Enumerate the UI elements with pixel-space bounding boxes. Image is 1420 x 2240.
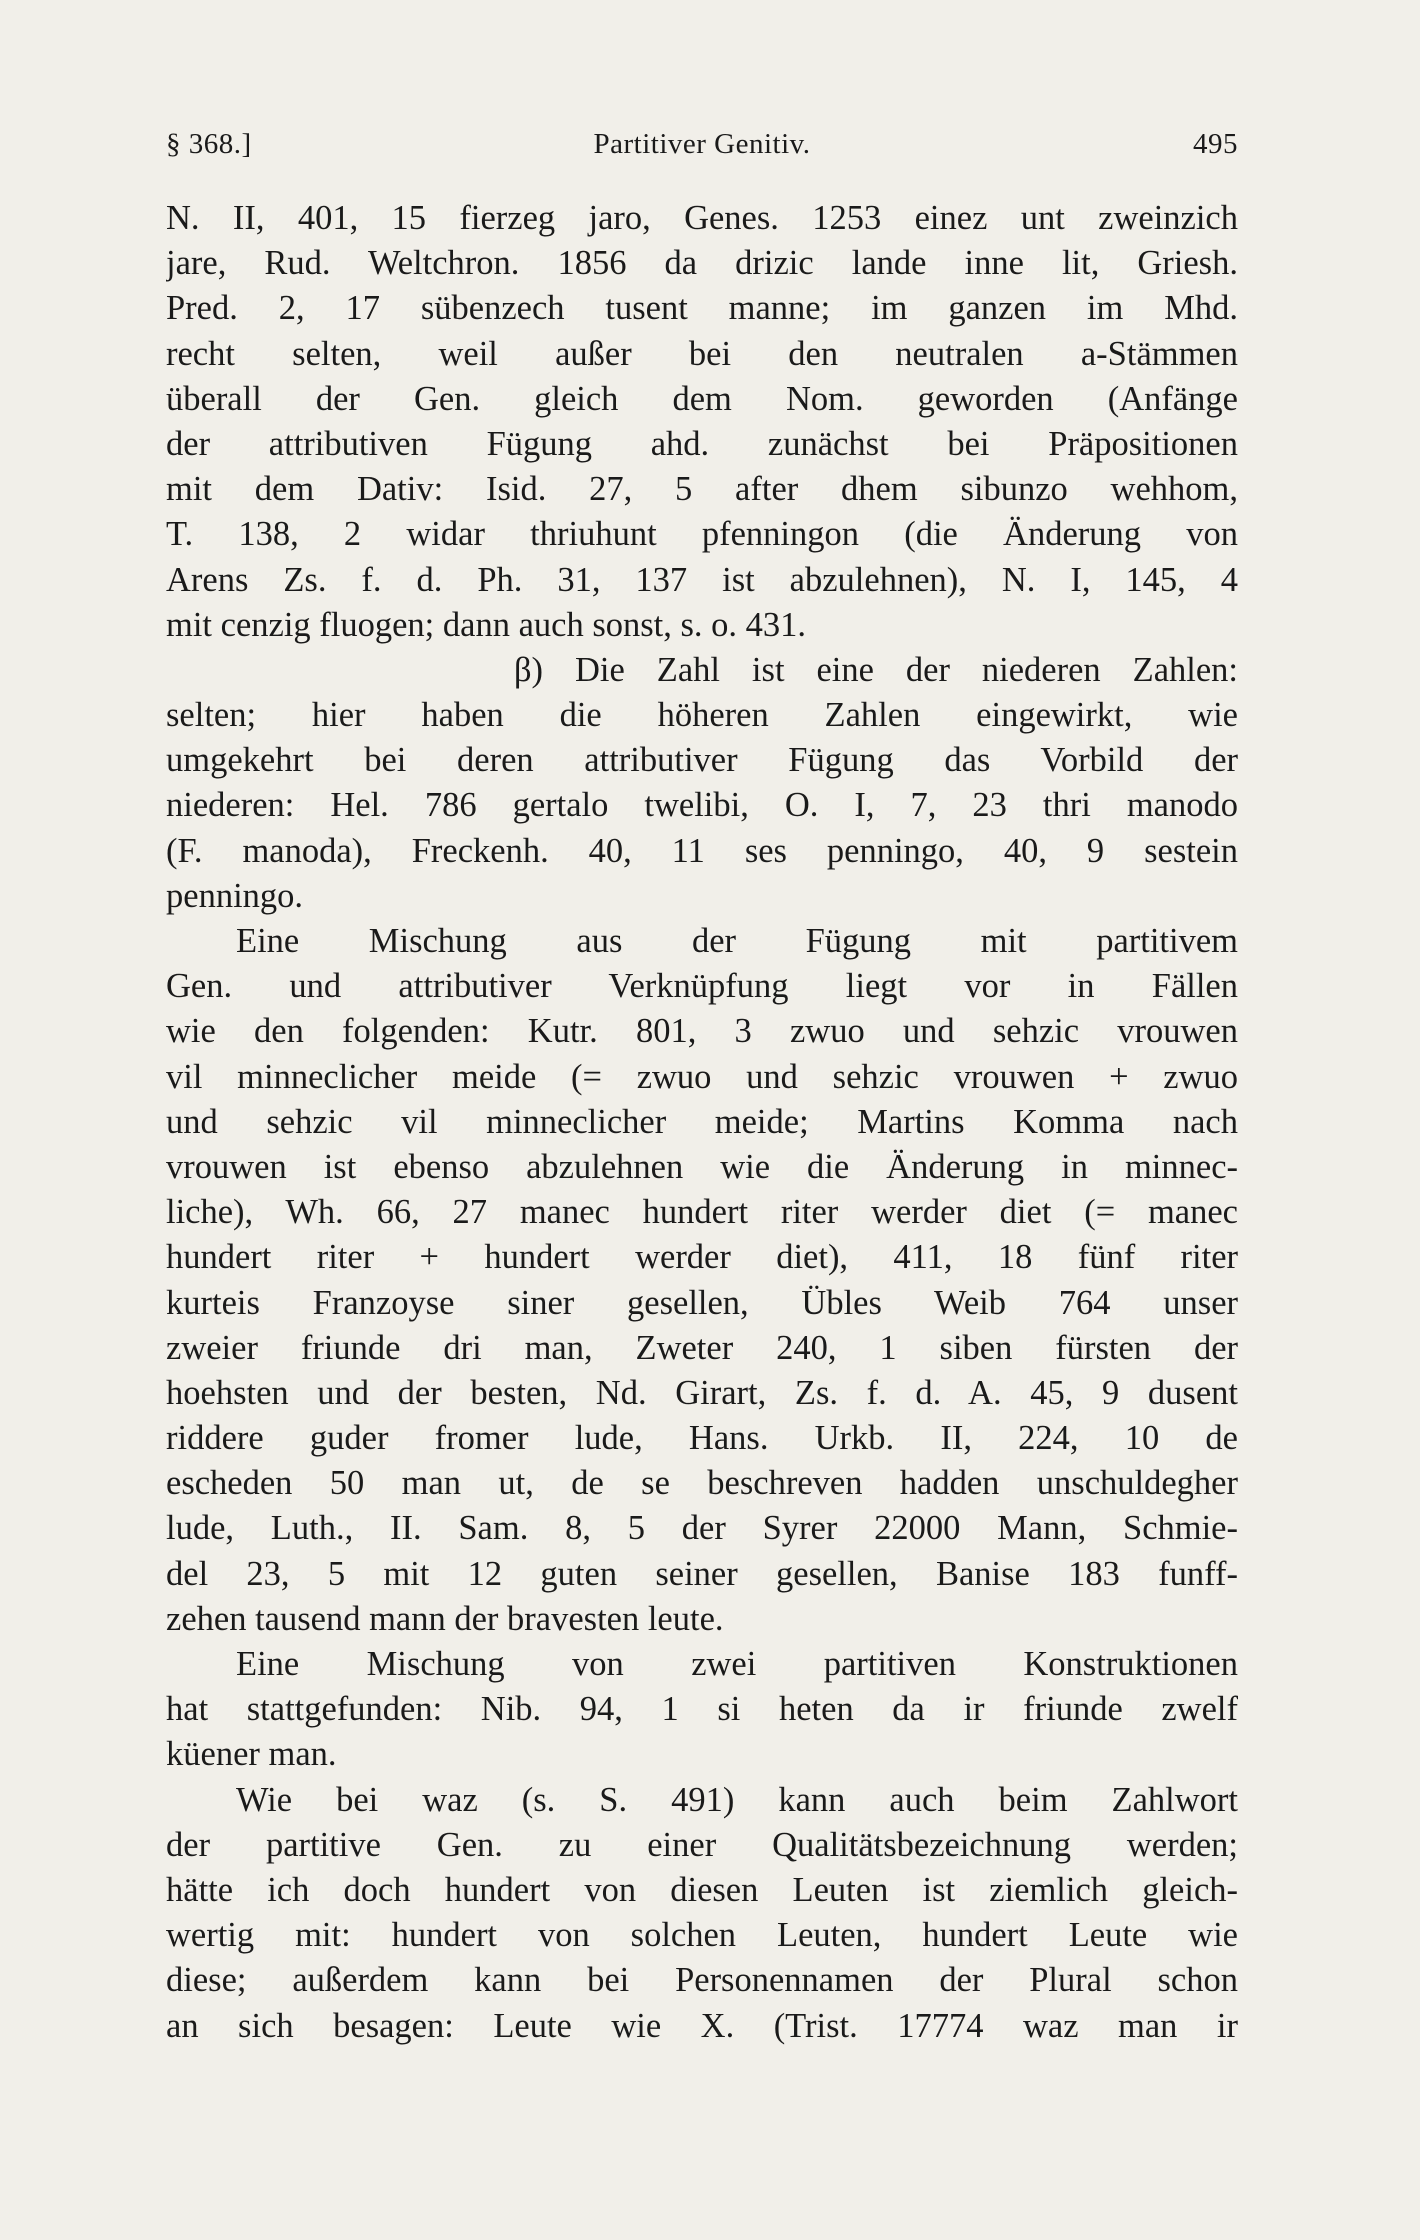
page-number: 495 xyxy=(1193,128,1238,160)
text-line: der partitive Gen. zu einer Qualitätsbezeichnung werden; xyxy=(166,1825,1238,1864)
text-line: Eine Mischung aus der Fügung mit partitivem xyxy=(236,922,1238,960)
body-text xyxy=(166,196,1238,2049)
text-line: riddere guder fromer lude, Hans. Urkb. II, 224, 10 de xyxy=(166,1419,1238,1458)
text-line: hundert riter + hundert werder diet), 411, 18 fünf riter xyxy=(166,1238,1238,1277)
text-line: wertig mit: hundert von solchen Leuten, hundert Leute wie xyxy=(166,1916,1238,1955)
text-line: Eine Mischung von zwei partitiven Konstruktionen xyxy=(236,1645,1238,1683)
text-line: β) Die Zahl ist eine der niederen Zahlen: xyxy=(514,650,1238,689)
text-line: überall der Gen. gleich dem Nom. geworden (Anfänge xyxy=(166,379,1238,418)
text-line: liche), Wh. 66, 27 manec hundert riter werder diet (= manec xyxy=(166,1193,1238,1232)
text-line: küener man. xyxy=(166,1735,337,1774)
text-line: zweier friunde dri man, Zweter 240, 1 siben fürsten der xyxy=(166,1328,1238,1367)
text-line: niederen: Hel. 786 gertalo twelibi, O. I, 7, 23 thri manodo xyxy=(166,786,1238,825)
text-line: escheden 50 man ut, de se beschreven hadden unschuldegher xyxy=(166,1464,1238,1503)
text-line: vrouwen ist ebenso abzulehnen wie die Änderung in minnec- xyxy=(166,1147,1238,1186)
text-line: jare, Rud. Weltchron. 1856 da drizic lande inne lit, Griesh. xyxy=(166,244,1238,283)
text-line: Arens Zs. f. d. Ph. 31, 137 ist abzulehnen), N. I, 145, 4 xyxy=(166,560,1238,599)
text-line: Gen. und attributiver Verknüpfung liegt vor in Fällen xyxy=(166,967,1238,1006)
text-line: lude, Luth., II. Sam. 8, 5 der Syrer 22000 Mann, Schmie- xyxy=(166,1509,1238,1548)
text-line: diese; außerdem kann bei Personennamen der Plural schon xyxy=(166,1961,1238,2000)
text-line: hätte ich doch hundert von diesen Leuten ist ziemlich gleich- xyxy=(166,1870,1238,1909)
text-line: Wie bei waz (s. S. 491) kann auch beim Zahlwort xyxy=(236,1780,1238,1819)
text-line: hat stattgefunden: Nib. 94, 1 si heten da ir friunde zwelf xyxy=(166,1690,1238,1729)
section-marker: § 368.] xyxy=(166,128,252,160)
text-line: selten; hier haben die höheren Zahlen eingewirkt, wie xyxy=(166,696,1238,735)
text-line: umgekehrt bei deren attributiver Fügung das Vorbild der xyxy=(166,741,1238,780)
text-line: recht selten, weil außer bei den neutralen a-Stämmen xyxy=(166,334,1238,373)
text-line: an sich besagen: Leute wie X. (Trist. 17774 waz man ir xyxy=(166,2006,1238,2045)
text-line: vil minneclicher meide (= zwuo und sehzic vrouwen + zwuo xyxy=(166,1057,1238,1096)
running-header xyxy=(166,128,1238,178)
text-line: hoehsten und der besten, Nd. Girart, Zs. f. d. A. 45, 9 dusent xyxy=(166,1373,1238,1412)
text-line: T. 138, 2 widar thriuhunt pfenningon (die Änderung von xyxy=(166,515,1238,554)
text-line: mit dem Dativ: Isid. 27, 5 after dhem sibunzo wehhom, xyxy=(166,470,1238,509)
text-line: und sehzic vil minneclicher meide; Martins Komma nach xyxy=(166,1102,1238,1141)
text-line: (F. manoda), Freckenh. 40, 11 ses penningo, 40, 9 sestein xyxy=(166,831,1238,870)
text-line: kurteis Franzoyse siner gesellen, Übles Weib 764 unser xyxy=(166,1283,1238,1322)
text-line: penningo. xyxy=(166,876,304,915)
text-line: N. II, 401, 15 fierzeg jaro, Genes. 1253 einez unt zweinzich xyxy=(166,199,1238,237)
text-line: Pred. 2, 17 sübenzech tusent manne; im ganzen im Mhd. xyxy=(166,289,1238,328)
text-line: mit cenzig fluogen; dann auch sonst, s. o. 431. xyxy=(166,605,807,644)
text-line: wie den folgenden: Kutr. 801, 3 zwuo und sehzic vrouwen xyxy=(166,1012,1238,1051)
running-title: Partitiver Genitiv. xyxy=(593,128,811,160)
text-line: der attributiven Fügung ahd. zunächst bei Präpositionen xyxy=(166,424,1238,463)
text-line: zehen tausend mann der bravesten leute. xyxy=(166,1599,724,1638)
text-line: del 23, 5 mit 12 guten seiner gesellen, Banise 183 funff- xyxy=(166,1554,1238,1593)
